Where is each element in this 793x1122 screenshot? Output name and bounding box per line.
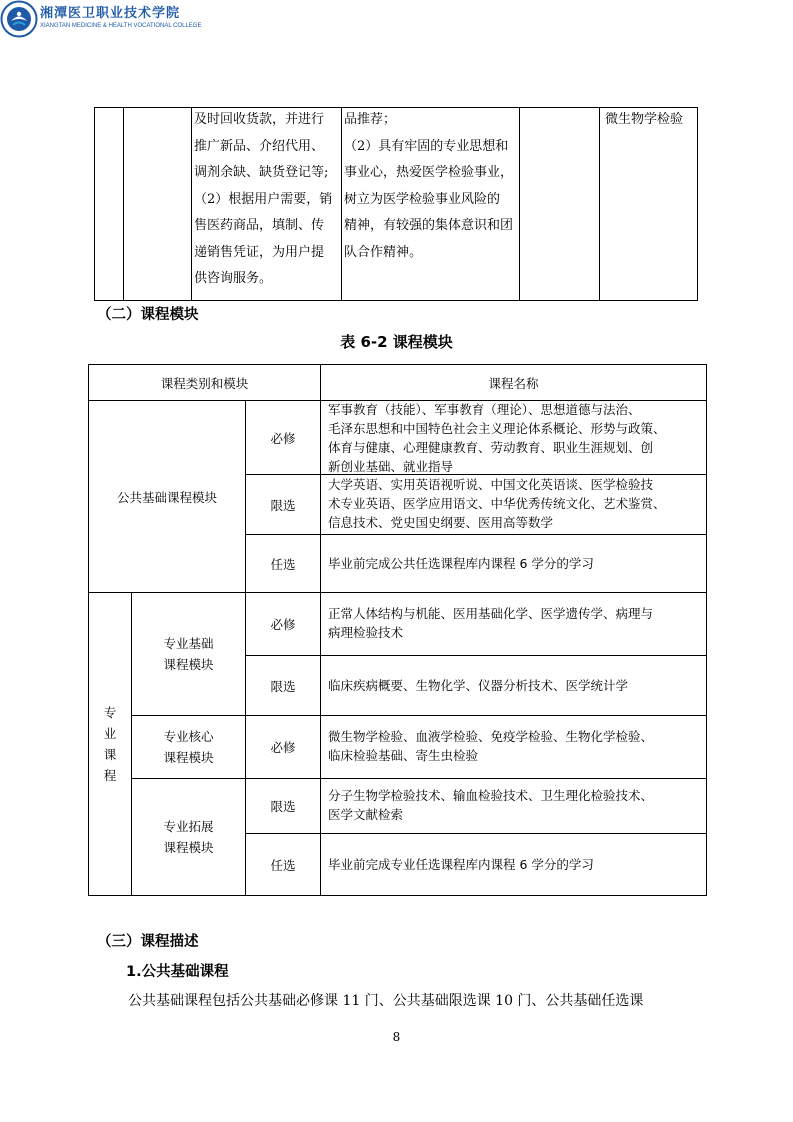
line: （2）具有牢固的专业思想和 xyxy=(344,138,509,154)
section-heading: （三）课程描述 xyxy=(97,934,199,950)
line: 递销售凭证，为用户提 xyxy=(194,244,325,260)
core-module-label xyxy=(132,716,245,778)
line: 课程模块 xyxy=(163,657,214,672)
type-limited-elective: 限选 xyxy=(270,497,296,513)
line: 专业拓展 xyxy=(163,819,214,834)
course-list xyxy=(328,475,666,532)
line: 临床疾病概要、生物化学、仪器分析技术、医学统计学 xyxy=(328,678,629,693)
courses-cell xyxy=(605,107,683,134)
body-paragraph: 公共基础课程包括公共基础必修课 11 门、公共基础限选课 10 门、公共基础任选课 xyxy=(128,993,644,1009)
line: 微生物学检验 xyxy=(605,112,684,127)
header-category: 课程类别和模块 xyxy=(160,375,249,391)
line: 供咨询服务。 xyxy=(194,271,273,286)
course-list xyxy=(328,400,666,476)
line: 树立为医学检验事业风险的 xyxy=(344,191,501,207)
line: 术专业英语、医学应用语文、中华优秀传统文化、艺术鉴赏、 xyxy=(328,496,666,511)
line: 毕业前完成公共任选课程库内课程 6 学分的学习 xyxy=(328,556,594,571)
course-list xyxy=(328,727,653,765)
logo-english-name: XIANGTAN MEDICINE & HEALTH VOCATIONAL COLLEGE xyxy=(40,23,202,29)
header-course-name: 课程名称 xyxy=(488,375,539,391)
line: 事业心，热爱医学检验事业， xyxy=(344,165,514,180)
type-elective: 任选 xyxy=(270,857,296,873)
line: 正常人体结构与机能、医用基础化学、医学遗传学、病理与 xyxy=(328,606,654,621)
college-logo xyxy=(0,0,202,40)
section-heading: （二）课程模块 xyxy=(97,307,199,323)
line: 体育与健康、心理健康教育、劳动教育、职业生涯规划、创 xyxy=(328,440,654,455)
subsection-heading: 1.公共基础课程 xyxy=(126,964,229,980)
line: 售医药商品，填制、传 xyxy=(194,218,325,233)
course-list xyxy=(328,676,628,695)
basic-module-label xyxy=(132,593,245,715)
extension-module-label xyxy=(132,779,245,895)
type-required: 必修 xyxy=(270,740,296,755)
line: 及时回收货款，并进行 xyxy=(194,112,325,127)
type-limited-elective: 限选 xyxy=(270,799,296,814)
type-required: 必修 xyxy=(270,430,296,446)
course-list xyxy=(328,554,594,573)
line: 课程模块 xyxy=(163,750,214,765)
line: 专业基础 xyxy=(163,636,214,651)
line: 毛泽东思想和中国特色社会主义理论体系概论、形势与政策、 xyxy=(328,421,666,436)
course-list xyxy=(328,855,594,874)
line: 军事教育（技能）、军事教育（理论）、思想道德与法治、 xyxy=(328,402,641,417)
line: 队合作精神。 xyxy=(344,244,423,260)
line: 毕业前完成专业任选课程库内课程 6 学分的学习 xyxy=(328,857,594,872)
public-module-label: 公共基础课程模块 xyxy=(116,489,217,505)
line: 专业核心 xyxy=(163,729,214,744)
line: 临床检验基础、寄生虫检验 xyxy=(328,748,479,763)
table-caption: 表 6-2 课程模块 xyxy=(340,333,453,351)
college-emblem-icon xyxy=(0,0,38,38)
line: 微生物学检验、血液学检验、免疫学检验、生物化学检验、 xyxy=(328,729,654,744)
professional-label: 专业课程 xyxy=(103,705,117,783)
line: 品推荐； xyxy=(344,112,397,127)
line: 病理检验技术 xyxy=(328,625,404,640)
type-required: 必修 xyxy=(270,617,296,632)
type-elective: 任选 xyxy=(270,556,296,572)
course-list xyxy=(328,786,653,824)
line: 课程模块 xyxy=(163,840,214,855)
line: 新创业基础、就业指导 xyxy=(328,459,454,474)
professional-label-cell xyxy=(89,593,131,895)
line: （2）根据用户需要，销 xyxy=(194,191,333,207)
line: 医学文献检索 xyxy=(328,807,404,822)
line: 推广新品、介绍代用、 xyxy=(194,138,325,154)
page-number: 8 xyxy=(392,1030,401,1044)
requirements-cell xyxy=(344,107,513,266)
line: 分子生物学检验技术、输血检验技术、卫生理化检验技术、 xyxy=(328,788,654,803)
line: 调剂余缺、缺货登记等; xyxy=(194,165,329,180)
logo-chinese-name: 湘潭医卫职业技术学院 xyxy=(40,6,181,21)
line: 大学英语、实用英语视听说、中国文化英语谈、医学检验技 xyxy=(328,477,654,492)
line: 精神，有较强的集体意识和团 xyxy=(344,218,514,233)
type-limited-elective: 限选 xyxy=(270,678,296,694)
job-duties-cell xyxy=(194,107,332,293)
line: 信息技术、党史国史纲要、医用高等数学 xyxy=(328,515,554,530)
course-list xyxy=(328,604,653,642)
